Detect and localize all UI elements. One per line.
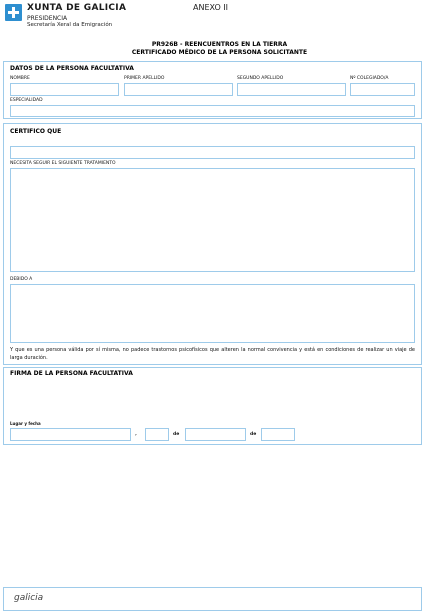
surname2-label: SEGUNDO APELLIDO [237,76,284,81]
de-separator-2: de [250,432,257,437]
annex-label: ANEXO II [193,3,229,12]
license-number-label: Nº COLEGIADO/A [350,76,389,81]
treatment-textarea[interactable] [10,168,415,272]
name-field[interactable] [10,83,119,96]
statement-text: Y que es una persona válida por sí misma, no padece trastornos psicofísicos que alteren la normal convivencia y está en condiciones de realizar un viaje de larga duración. [10,347,415,361]
dept-name: PRESIDENCIA [27,15,68,22]
footer-bar [3,587,422,611]
surname2-field[interactable] [237,83,346,96]
surname1-field[interactable] [124,83,233,96]
due-to-textarea[interactable] [10,284,415,343]
doctor-data-panel [3,61,422,119]
license-number-field[interactable] [350,83,415,96]
certify-field[interactable] [10,146,415,159]
place-date-label: Lugar y fecha [10,421,41,426]
procedure-code: PR926B - REENCUENTROS EN LA TIERRA [151,41,288,48]
org-name: XUNTA DE GALICIA [27,3,127,13]
place-field[interactable] [10,428,131,441]
year-field[interactable] [261,428,295,441]
comma-separator: , [135,430,137,437]
month-field[interactable] [185,428,246,441]
de-separator-1: de [173,432,180,437]
doctor-section-title: DATOS DE LA PERSONA FACULTATIVA [10,65,134,72]
galicia-logo: galicia [14,593,44,603]
specialty-label: ESPECIALIDAD [10,98,43,103]
signature-panel [3,367,422,445]
document-title: CERTIFICADO MÉDICO DE LA PERSONA SOLICITANTE [131,49,308,56]
certify-section-title: CERTIFICO QUE [10,128,62,135]
subdept-name: Secretaría Xeral da Emigración [27,22,113,28]
xunta-flag-icon [5,4,22,21]
due-to-label: DEBIDO A [10,277,33,282]
surname1-label: PRIMER APELLIDO [124,76,165,81]
day-field[interactable] [145,428,169,441]
name-label: NOMBRE [10,76,30,81]
certify-panel [3,123,422,365]
treatment-label: NECESITA SEGUIR EL SIGUIENTE TRATAMIENTO [10,161,116,166]
specialty-field[interactable] [10,105,415,117]
signature-section-title: FIRMA DE LA PERSONA FACULTATIVA [10,370,133,377]
